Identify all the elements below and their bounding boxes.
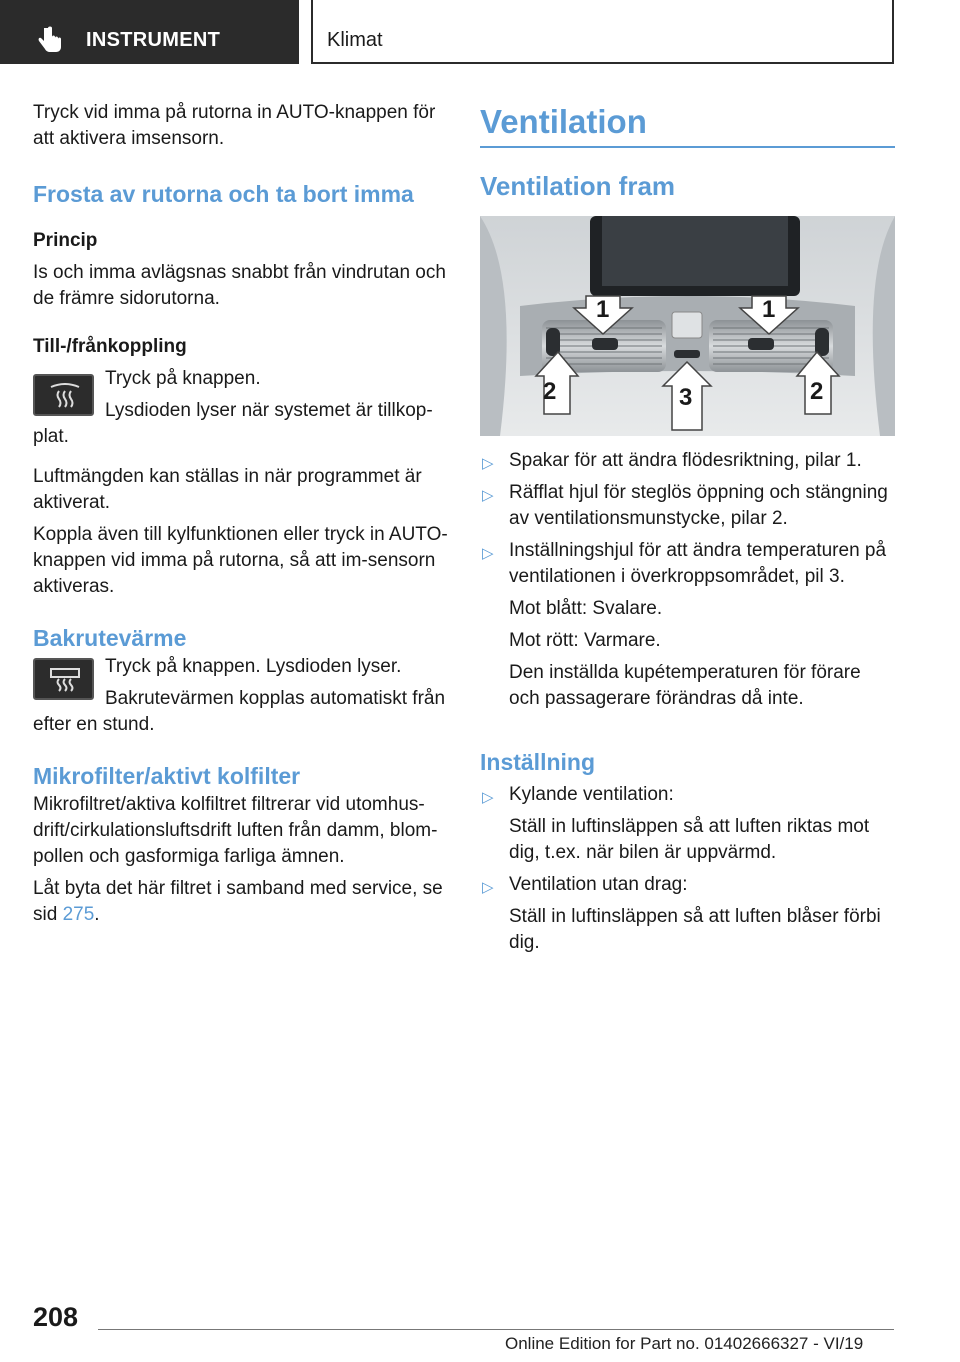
defrost-front-block xyxy=(33,368,448,452)
ventilation-figure xyxy=(480,216,895,436)
till-button-text: Tryck på knappen. xyxy=(105,368,261,389)
triangle-bullet-icon: ▷ xyxy=(482,545,494,562)
heading-installning: Inställning xyxy=(480,749,595,775)
section-label: INSTRUMENT xyxy=(86,29,221,51)
intro-text: Tryck vid imma på rutorna in AUTO-knappen för att aktivera imsensorn. xyxy=(33,102,436,149)
chapter-label: Klimat xyxy=(327,29,383,51)
left-column xyxy=(33,100,448,928)
heading-ventilation-fram: Ventilation fram xyxy=(480,171,676,201)
triangle-bullet-icon: ▷ xyxy=(482,455,494,472)
hand-pointer-icon xyxy=(38,26,64,54)
heading-rule xyxy=(480,146,895,148)
bullet-text: Kylande ventilation: xyxy=(509,784,674,805)
kupe-text: Den inställda kupétemperaturen för förare och passagerare förändras då inte. xyxy=(509,662,861,709)
header-chapter-box xyxy=(311,0,894,64)
bullet-text: Spakar för att ändra flödesriktning, pilar 1. xyxy=(509,450,862,471)
figure-label-1-right: 1 xyxy=(762,296,776,323)
byta-text xyxy=(33,876,448,928)
windshield-defrost-icon xyxy=(49,383,81,409)
figure-label-2-right: 2 xyxy=(810,378,824,405)
triangle-bullet-icon: ▷ xyxy=(482,879,494,896)
list-item xyxy=(480,538,895,590)
mot-blatt-text: Mot blått: Svalare. xyxy=(509,598,663,619)
till-led-text-1: Lysdioden lyser när systemet är tillkop- xyxy=(105,400,433,421)
figure-label-2-left: 2 xyxy=(543,378,557,405)
right-column xyxy=(480,100,895,956)
header-section-tab xyxy=(0,0,299,64)
installning-bullets xyxy=(480,782,895,808)
bullet-text: Räfflat hjul för steglös öppning och stängning av ventilationsmunstycke, pilar 2. xyxy=(509,482,888,529)
princip-text: Is och imma avlägsnas snabbt från vindrutan och de främre sidorutorna. xyxy=(33,262,446,309)
heading-frosta: Frosta av rutorna och ta bort imma xyxy=(33,181,414,207)
footer-edition-text: Online Edition for Part no. 01402666327 - VI/19 xyxy=(505,1334,864,1353)
heading-ventilation: Ventilation xyxy=(480,103,647,140)
byta-text-main: Låt byta det här filtret i samband med service, se sid xyxy=(33,878,443,925)
front-defrost-button-icon xyxy=(33,374,94,416)
bak-auto-text-2: efter en stund. xyxy=(33,714,155,735)
heading-princip: Princip xyxy=(33,230,98,251)
bak-button-text: Tryck på knappen. Lysdioden lyser. xyxy=(105,656,402,677)
page-number: 208 xyxy=(33,1302,79,1332)
byta-text-end: . xyxy=(94,904,100,925)
till-led-text-2: plat. xyxy=(33,426,69,447)
bak-auto-text-1: Bakrutevärmen kopplas automatiskt från xyxy=(105,688,446,709)
kyl-sub-text: Ställ in luftinsläppen så att luften riktas mot dig, t.ex. när bilen är uppvärmd. xyxy=(509,816,870,863)
heading-bakrutevarme: Bakrutevärme xyxy=(33,625,187,651)
koppla-text: Koppla även till kylfunktionen eller tryck in AUTO-knappen vid imma på rutorna, så att im-sensorn aktiveras. xyxy=(33,524,448,597)
rear-defrost-button-icon xyxy=(33,658,94,700)
luftmangd-text: Luftmängden kan ställas in när programmet är aktiverat. xyxy=(33,466,422,513)
bullet-text: Ventilation utan drag: xyxy=(509,874,688,895)
triangle-bullet-icon: ▷ xyxy=(482,487,494,504)
ventilation-bullets xyxy=(480,448,895,590)
drag-sub-text: Ställ in luftinsläppen så att luften blåser förbi dig. xyxy=(509,906,881,953)
page-link-275[interactable]: 275 xyxy=(62,904,95,925)
heading-till-franskoppling: Till-/frånkoppling xyxy=(33,336,187,357)
list-item xyxy=(480,448,895,474)
figure-label-1-left: 1 xyxy=(596,296,610,323)
bullet-text: Inställningshjul för att ändra temperaturen på ventilationen i överkroppsområdet, pil 3. xyxy=(509,540,887,587)
installning-bullets-2 xyxy=(480,872,895,898)
rear-window-defrost-icon xyxy=(49,667,81,693)
list-item xyxy=(480,480,895,532)
list-item xyxy=(480,872,895,898)
list-item xyxy=(480,782,895,808)
mikro-text: Mikrofiltret/aktiva kolfiltret filtrerar vid utomhus-drift/cirkulationsluftsdrift luften från damm, blom-pollen och gasformiga farliga ämnen. xyxy=(33,794,438,867)
heading-mikrofilter: Mikrofilter/aktivt kolfilter xyxy=(33,763,301,789)
mot-rott-text: Mot rött: Varmare. xyxy=(509,630,661,651)
figure-label-3: 3 xyxy=(679,384,693,411)
rear-defrost-block xyxy=(33,656,448,738)
footer-rule xyxy=(98,1329,894,1330)
triangle-bullet-icon: ▷ xyxy=(482,789,494,806)
